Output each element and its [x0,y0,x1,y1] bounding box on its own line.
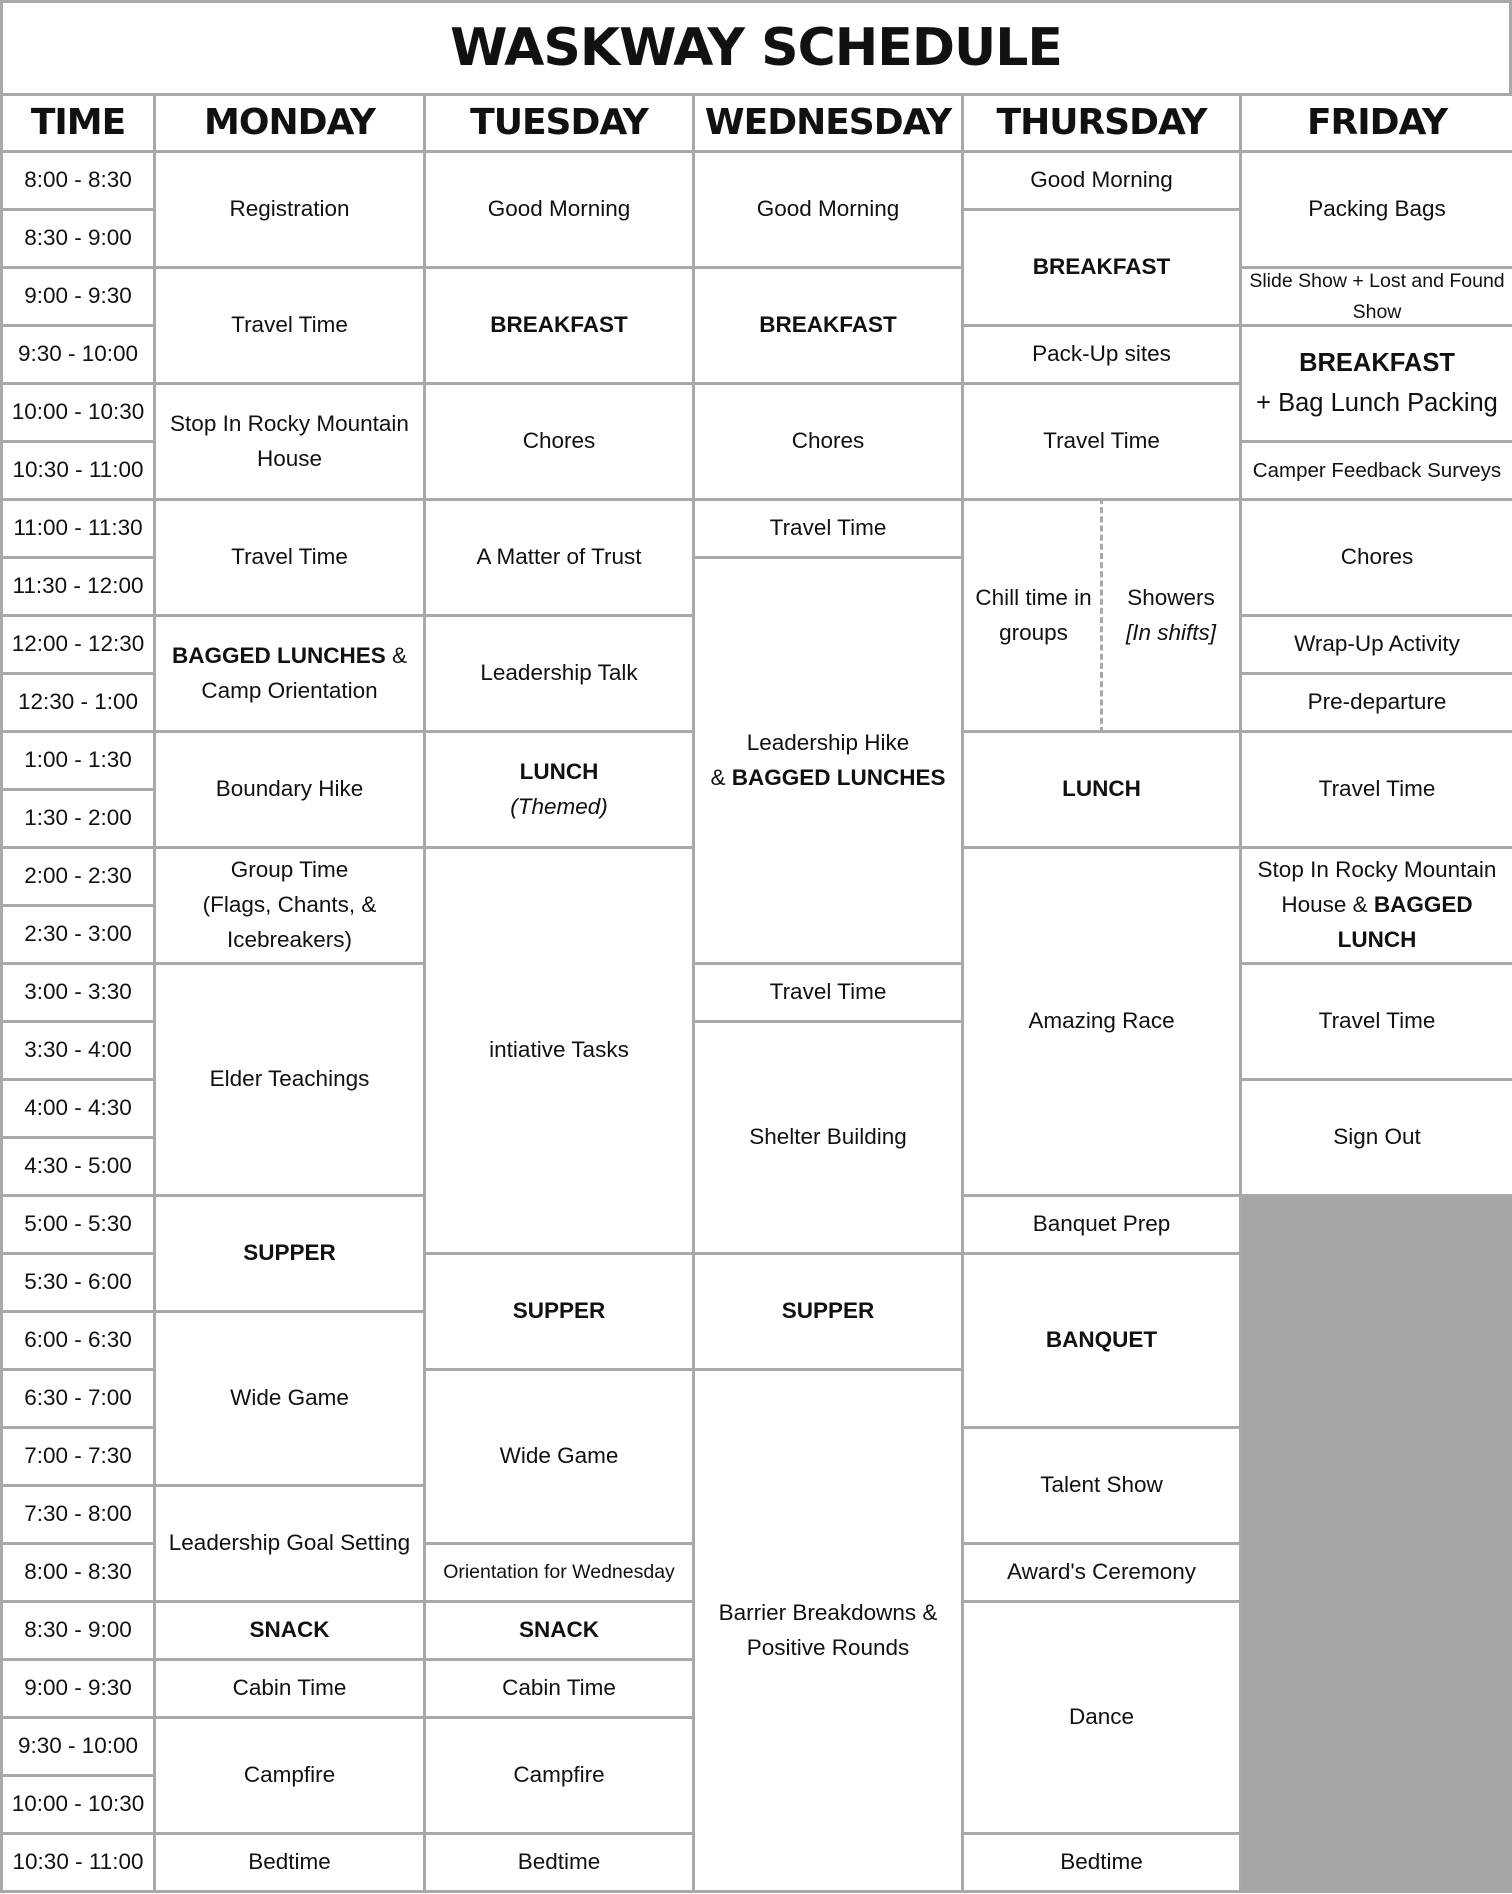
time-slot: 4:00 - 4:30 [0,1078,156,1139]
time-slot: 9:00 - 9:30 [0,266,156,327]
cell-text: Showers [In shifts] [1125,584,1217,645]
monday-activity [153,846,426,965]
cell-bold-text: BAGGED LUNCHES [731,764,946,790]
thursday-activity [961,1542,1242,1603]
thursday-activity [961,208,1242,327]
thursday-activity [961,1832,1242,1893]
time-slot: 3:30 - 4:00 [0,1020,156,1081]
time-slot: 12:00 - 12:30 [0,614,156,675]
cell-text: Talent Show [1040,1472,1163,1498]
tuesday-activity [423,1658,695,1719]
time-slot: 10:30 - 11:00 [0,440,156,501]
cell-text [513,1294,606,1329]
time-slot: 11:00 - 11:30 [0,498,156,559]
friday-empty-block [1239,1194,1512,1893]
cell-text: Bedtime [1060,1849,1143,1875]
friday-activity [1239,266,1512,327]
cell-text: Barrier Breakdowns & Positive Rounds [718,1599,938,1660]
friday-activity [1239,730,1512,849]
monday-activity [153,1600,426,1661]
monday-activity [153,382,426,501]
tuesday-activity [423,846,695,1255]
monday-activity [153,614,426,733]
cell-text: Slide Show + Lost and Found Show [1249,270,1505,323]
cell-text: Chores [522,428,596,454]
monday-activity [153,498,426,617]
cell-text: BREAKFAST + Bag Lunch Packing [1256,348,1498,417]
time-slot: 8:30 - 9:00 [0,208,156,269]
friday-activity [1239,846,1512,965]
monday-activity [153,266,426,385]
cell-text: Bedtime [517,1849,601,1875]
time-slot: 8:00 - 8:30 [0,1542,156,1603]
time-slot: 10:00 - 10:30 [0,1774,156,1835]
time-slot: 6:00 - 6:30 [0,1310,156,1371]
thursday-activity [961,150,1242,211]
thursday-activity-left [961,498,1103,733]
time-slot: 8:30 - 9:00 [0,1600,156,1661]
time-slot: 2:30 - 3:00 [0,904,156,965]
time-slot: 1:00 - 1:30 [0,730,156,791]
cell-bold-text: BANQUET [1045,1327,1158,1353]
time-slot: 5:30 - 6:00 [0,1252,156,1313]
thursday-activity [961,382,1242,501]
cell-text: Pre-departure [1307,689,1447,715]
cell-text: Cabin Time [502,1675,616,1701]
cell-text: Pack-Up sites [1032,341,1171,367]
cell-text [510,755,608,825]
cell-bold-text: LUNCH [519,758,599,784]
cell-text: Campfire [513,1762,605,1788]
tuesday-activity [423,382,695,501]
monday-activity [153,1658,426,1719]
cell-text: Campfire [243,1762,336,1788]
monday-activity [153,1832,426,1893]
cell-bold-text: SNACK [249,1617,330,1643]
page-title: WASKWAY SCHEDULE [0,0,1512,96]
tuesday-activity [423,614,695,733]
friday-activity [1239,150,1512,269]
cell-text: Stop In Rocky Mountain House & BAGGED LUNCH [1257,857,1497,952]
cell-text: Good Morning [1030,167,1173,193]
monday-activity [153,730,426,849]
cell-text: Boundary Hike [215,776,364,802]
time-slot: 8:00 - 8:30 [0,150,156,211]
cell-text: Travel Time [1043,428,1160,454]
wednesday-activity [692,266,964,385]
thursday-activity [961,1426,1242,1545]
cell-text: Chores [791,428,865,454]
cell-bold-text: BREAKFAST [759,312,897,338]
monday-activity [153,1716,426,1835]
cell-text: Registration [229,196,350,222]
monday-activity [153,962,426,1197]
cell-bold-text: SUPPER [512,1298,606,1324]
tuesday-activity [423,150,695,269]
cell-bold-text: BREAKFAST [1299,348,1455,377]
cell-text: Chill time in groups [975,584,1092,645]
time-slot: 9:30 - 10:00 [0,324,156,385]
column-header-thursday: THURSDAY [961,93,1242,153]
cell-text: Leadership Talk [480,660,638,686]
cell-text: Amazing Race [1028,1008,1175,1034]
cell-bold-text: SUPPER [781,1298,875,1324]
tuesday-activity [423,266,695,385]
monday-activity [153,1484,426,1603]
tuesday-activity [423,1716,695,1835]
cell-text: Leadership Hike & BAGGED LUNCHES [710,729,946,790]
column-header-time: TIME [0,93,156,153]
cell-text: Group Time (Flags, Chants, & Icebreakers) [202,857,377,952]
monday-activity [153,150,426,269]
cell-text: Travel Time [1318,776,1436,802]
cell-text: Travel Time [231,312,348,338]
column-header-wednesday: WEDNESDAY [692,93,964,153]
cell-text: Dance [1068,1704,1135,1730]
time-slot: 11:30 - 12:00 [0,556,156,617]
cell-bold-text: BAGGED LUNCH [1337,892,1473,952]
cell-text: Wide Game [230,1385,349,1411]
cell-text: Travel Time [769,979,887,1005]
column-header-monday: MONDAY [153,93,426,153]
friday-activity [1239,962,1512,1081]
wednesday-activity [692,556,964,965]
cell-text: Packing Bags [1308,196,1446,222]
monday-activity [153,1310,426,1487]
time-slot: 4:30 - 5:00 [0,1136,156,1197]
cell-text: Wrap-Up Activity [1294,631,1460,657]
column-header-friday: FRIDAY [1239,93,1512,153]
cell-text [249,1613,329,1648]
column-header-tuesday: TUESDAY [423,93,695,153]
time-slot: 6:30 - 7:00 [0,1368,156,1429]
cell-text [490,308,628,343]
cell-italic-text: [In shifts] [1125,619,1217,645]
tuesday-activity [423,1542,695,1603]
time-slot: 10:30 - 11:00 [0,1832,156,1893]
thursday-activity [961,730,1242,849]
cell-text: Cabin Time [232,1675,347,1701]
time-slot: 9:30 - 10:00 [0,1716,156,1777]
cell-text: Good Morning [487,196,631,222]
thursday-activity [961,1252,1242,1429]
tuesday-activity [423,730,695,849]
cell-text [782,1294,875,1329]
cell-text: Travel Time [1318,1008,1436,1034]
cell-text: Wide Game [499,1443,619,1469]
cell-text: Camper Feedback Surveys [1252,458,1502,482]
cell-text: Travel Time [231,544,348,570]
friday-activity [1239,614,1512,675]
cell-text: Leadership Goal Setting [168,1530,411,1556]
friday-activity [1239,498,1512,617]
wednesday-activity [692,1368,964,1893]
cell-bold-text: SUPPER [243,1240,336,1266]
cell-text [759,308,897,343]
friday-activity [1239,1078,1512,1197]
wednesday-activity [692,962,964,1023]
thursday-activity [961,1194,1242,1255]
cell-text: Award's Ceremony [1007,1559,1196,1585]
wednesday-activity [692,382,964,501]
time-slot: 3:00 - 3:30 [0,962,156,1023]
cell-text: Bedtime [248,1849,331,1875]
cell-text: Chores [1340,544,1414,570]
cell-text: A Matter of Trust [476,544,642,570]
cell-text: Travel Time [769,515,887,541]
wednesday-activity [692,498,964,559]
thursday-activity-right [1100,498,1242,733]
wednesday-activity [692,150,964,269]
cell-text [243,1236,336,1271]
thursday-activity [961,1600,1242,1835]
cell-text: Stop In Rocky Mountain House [170,410,409,471]
tuesday-activity [423,1832,695,1893]
time-slot: 7:00 - 7:30 [0,1426,156,1487]
cell-text [519,1613,599,1648]
cell-text [1046,1323,1157,1358]
cell-text: Shelter Building [749,1124,907,1150]
cell-text: Orientation for Wednesday [443,1561,675,1584]
cell-bold-text: BREAKFAST [490,312,628,338]
time-slot: 12:30 - 1:00 [0,672,156,733]
tuesday-activity [423,1600,695,1661]
monday-activity [153,1194,426,1313]
thursday-activity [961,324,1242,385]
cell-text: Sign Out [1333,1124,1421,1150]
cell-text [1062,772,1141,807]
cell-bold-text: LUNCH [1062,776,1141,802]
time-slot: 10:00 - 10:30 [0,382,156,443]
cell-text: Good Morning [756,196,900,222]
friday-activity [1239,672,1512,733]
thursday-activity [961,846,1242,1197]
cell-text [1033,250,1171,285]
tuesday-activity [423,498,695,617]
time-slot: 9:00 - 9:30 [0,1658,156,1719]
time-slot: 7:30 - 8:00 [0,1484,156,1545]
cell-bold-text: SNACK [518,1617,599,1643]
friday-activity [1239,324,1512,443]
wednesday-activity [692,1020,964,1255]
cell-text: Banquet Prep [1032,1211,1171,1237]
tuesday-activity [423,1368,695,1545]
time-slot: 5:00 - 5:30 [0,1194,156,1255]
cell-text: intiative Tasks [489,1037,629,1063]
cell-bold-text: BREAKFAST [1032,254,1171,280]
tuesday-activity [423,1252,695,1371]
cell-italic-text: (Themed) [510,793,608,819]
friday-activity [1239,440,1512,501]
cell-bold-text: BAGGED LUNCHES [171,642,386,668]
cell-text: Elder Teachings [209,1066,370,1092]
cell-text: BAGGED LUNCHES & Camp Orientation [171,642,408,703]
wednesday-activity [692,1252,964,1371]
time-slot: 1:30 - 2:00 [0,788,156,849]
time-slot: 2:00 - 2:30 [0,846,156,907]
